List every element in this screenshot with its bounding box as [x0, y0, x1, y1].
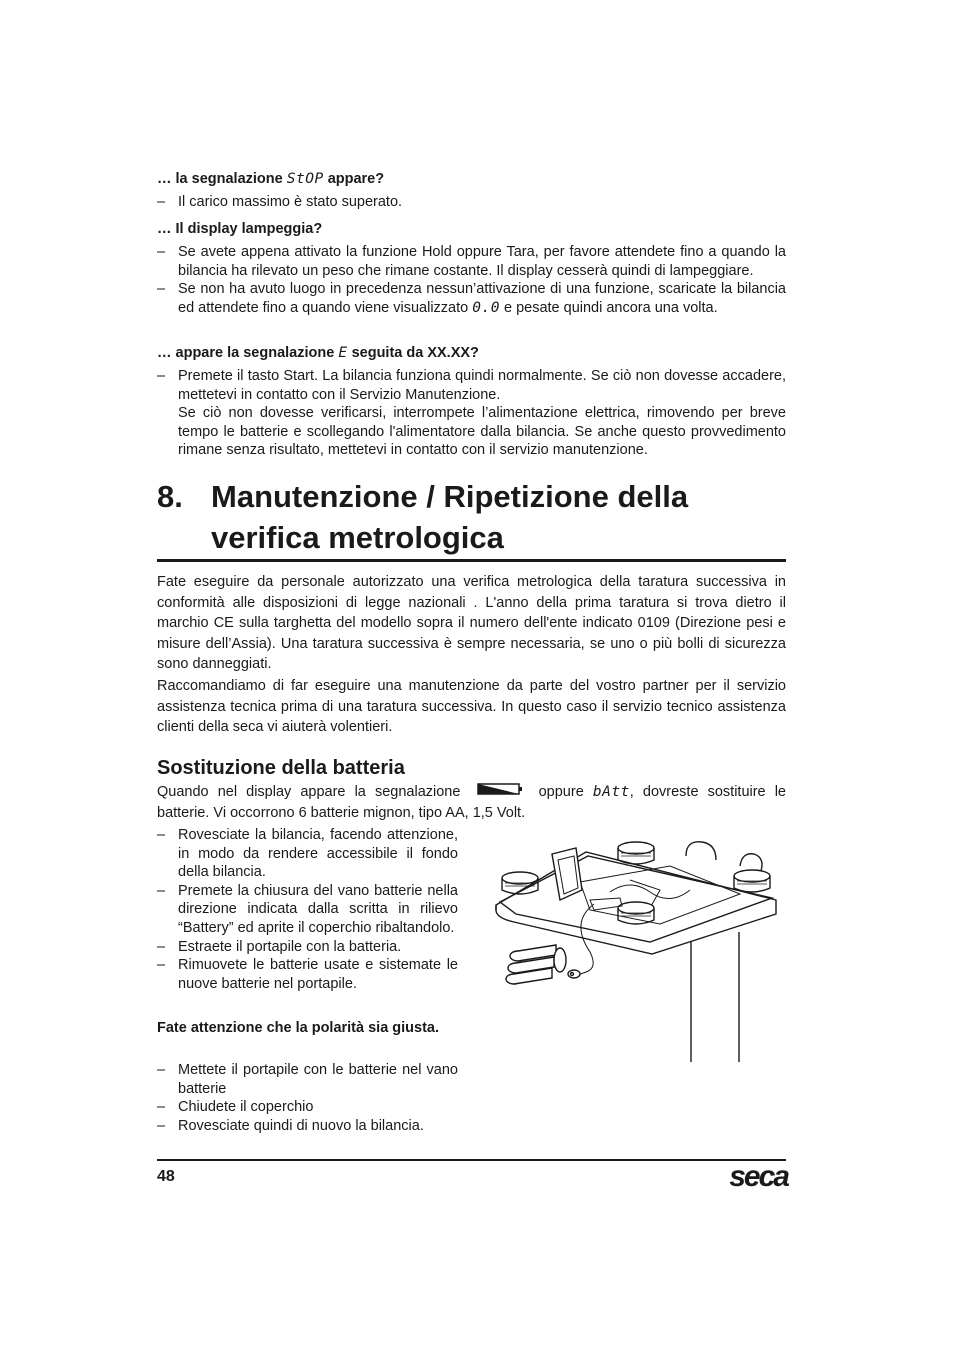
seca-logo: seca: [729, 1160, 788, 1193]
list-item: – Il carico massimo è stato superato.: [157, 193, 786, 212]
section-title-line1: Manutenzione / Ripetizione della: [211, 479, 689, 514]
faq-answers-blink: [157, 243, 786, 317]
list-item: – Mettete il portapile con le batterie nel vano batterie: [157, 1061, 458, 1098]
section-rule: [157, 559, 786, 562]
footer-rule: [157, 1159, 786, 1161]
battery-low-icon: [476, 782, 524, 803]
section-title-line2: verifica metrologica: [211, 520, 504, 555]
polarity-warning: Fate attenzione che la polarità sia giusta.: [157, 1020, 440, 1036]
battery-intro: Quando nel display appare la segnalazione oppure bAtt, dovreste sostituire le batterie. Vi occorrono 6 batterie mignon, tipo AA, 1,5 Volt.: [157, 782, 786, 823]
list-item: – Rovesciate la bilancia, facendo attenzione, in modo da rendere accessibile il fondo della bilancia.: [157, 826, 458, 882]
battery-heading: Sostituzione della batteria: [157, 757, 405, 779]
section-number: 8.: [157, 479, 183, 514]
list-item: – Se non ha avuto luogo in precedenza nessun’attivazione di una funzione, scaricate la bilancia ed attendete fino a quando viene visualizzato 0.0 e pesate quindi ancora una volta.: [157, 280, 786, 317]
section-heading: [157, 476, 786, 558]
faq-question-error: … appare la segnalazione E seguita da XX.XX?: [157, 345, 479, 361]
faq-answers-error: [157, 367, 786, 460]
battery-steps-b: [157, 1061, 458, 1135]
section-paragraph-2: Raccomandiamo di far eseguire una manutenzione da parte del vostro partner per il servizio assistenza tecnica prima di una taratura successiva. In questo caso il servizio tecnico assistenza clienti della seca vi aiuterà volentieri.: [157, 678, 786, 736]
list-item: – Estraete il portapile con la batteria.: [157, 938, 458, 957]
list-item: – Se avete appena attivato la funzione Hold oppure Tara, per favore attendete fino a quando la bilancia ha rilevato un peso che rimane costante. Il display cesserà quindi di lampeggiare.: [157, 243, 786, 280]
list-item: – Chiudete il coperchio: [157, 1098, 458, 1117]
battery-steps-a: [157, 826, 458, 993]
list-item: – Rimuovete le batterie usate e sistemate le nuove batterie nel portapile.: [157, 956, 458, 993]
list-item: – Rovesciate quindi di nuovo la bilancia.: [157, 1117, 458, 1136]
faq-question-blink: … Il display lampeggia?: [157, 221, 323, 237]
faq-question-stop: … la segnalazione StOP appare?: [157, 171, 385, 187]
page-number: 48: [157, 1168, 175, 1185]
section-paragraph-1: Fate eseguire da personale autorizzato una verifica metrologica della taratura successiva in conformità alle disposizioni di legge nazionali . L'anno della prima taratura si trova dietro il marchio CE sulla targhetta del modello sopra il numero dell'ente indicato 0109 (Direzione pesi e misure dell’Assia). Una taratura successiva è sempre necessaria, se uno o più bolli di sicurezza sono danneggiati.: [157, 574, 786, 673]
scale-battery-illustration: [490, 832, 786, 1072]
list-item: – Premete il tasto Start. La bilancia funziona quindi normalmente. Se ciò non dovesse accadere, mettetevi in contatto con il Servizio Manutenzione. Se ciò non dovesse verificarsi, interrompete l’alimentazione elettrica, rimovendo per breve tempo le batterie e scollegando l'alimentatore dalla bilancia. Se anche questo provvedimento rimane senza risultato, mettetevi in contatto con il servizio manutenzione.: [157, 367, 786, 460]
list-item: – Premete la chiusura del vano batterie nella direzione indicata dalla scritta in rilievo “Battery” ed aprite il coperchio ribaltandolo.: [157, 882, 458, 938]
faq-answers-stop: [157, 193, 786, 212]
